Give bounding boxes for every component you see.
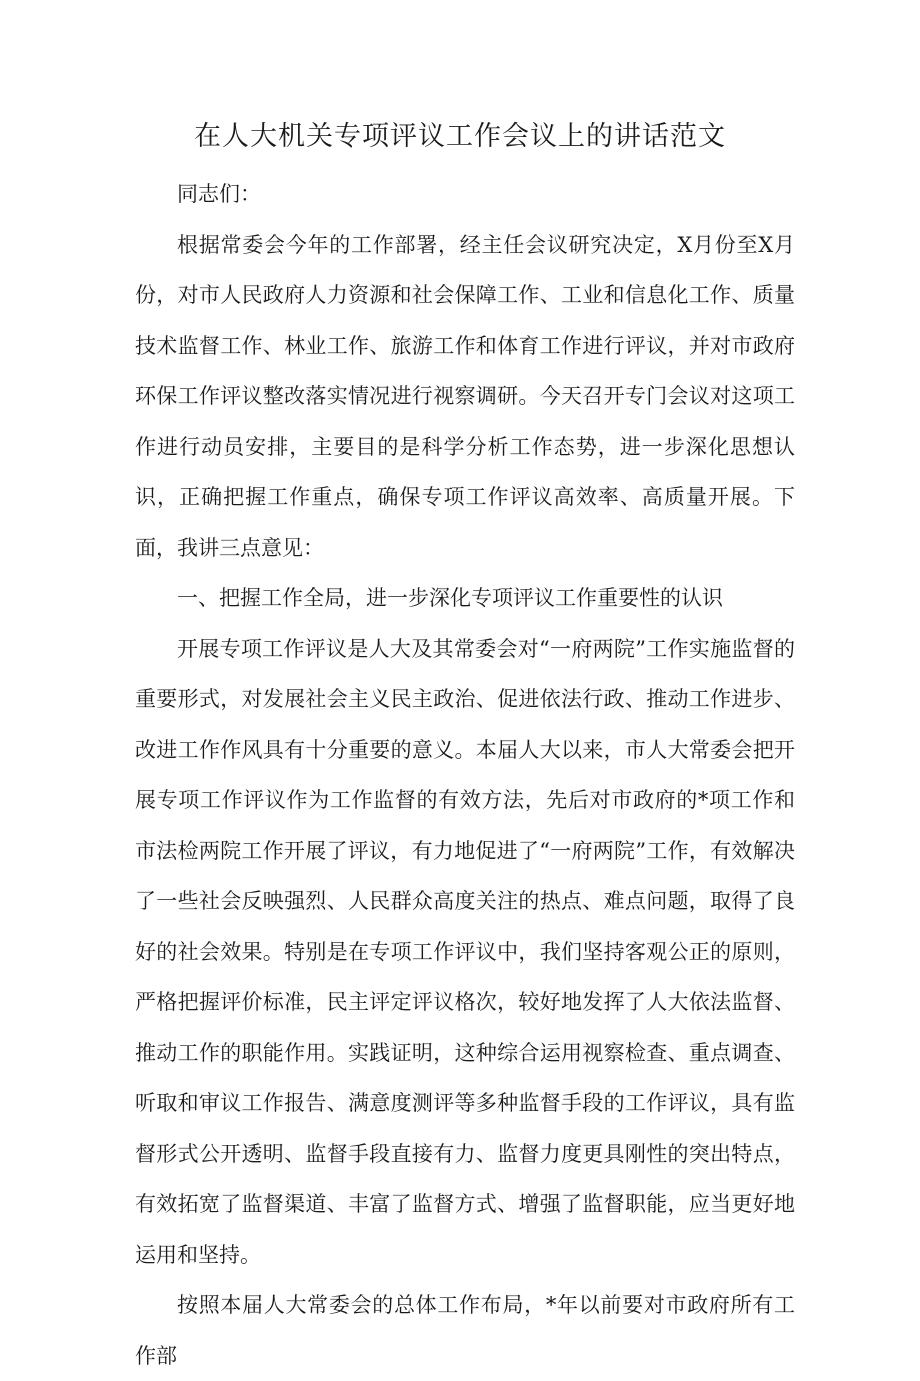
salutation: 同志们： bbox=[177, 182, 261, 206]
intro-paragraph: 根据常委会今年的工作部署，经主任会议研究决定，X月份至X月份，对市人民政府人力资源和社会保障工作、工业和信息化工作、质量技术监督工作、林业工作、旅游工作和体育工作进行评议，并对市政府环保工作评议整改落实情况进行视察调研。今天召开专门会议对这项工作进行动员安排，主要目的是科学分析工作态势，进一步深化思想认识，正确把握工作重点，确保专项工作评议高效率、高质量开展。下面，我讲三点意见： bbox=[135, 232, 795, 560]
section-paragraph: 按照本届人大常委会的总体工作布局，*年以前要对市政府所有工作部 bbox=[135, 1293, 795, 1368]
section-heading: 一、把握工作全局，进一步深化专项评议工作重要性的认识 bbox=[177, 586, 723, 610]
document-body bbox=[135, 169, 795, 1381]
document-title: 在人大机关专项评议工作会议上的讲话范文 bbox=[194, 121, 726, 152]
section-paragraph: 开展专项工作评议是人大及其常委会对“一府两院”工作实施监督的重要形式，对发展社会主义民主政治、促进依法行政、推动工作进步、改进工作作风具有十分重要的意义。本届人大以来，市人大常委会把开展专项工作评议作为工作监督的有效方法，先后对市政府的*项工作和市法检两院工作开展了评议，有力地促进了“一府两院”工作，有效解决了一些社会反映强烈、人民群众高度关注的热点、难点问题，取得了良好的社会效果。特别是在专项工作评议中，我们坚持客观公正的原则，严格把握评价标准，民主评定评议格次，较好地发挥了人大依法监督、推动工作的职能作用。实践证明，这种综合运用视察检查、重点调查、听取和审议工作报告、满意度测评等多种监督手段的工作评议，具有监督形式公开透明、监督手段直接有力、监督力度更具刚性的突出特点，有效拓宽了监督渠道、丰富了监督方式、增强了监督职能，应当更好地运用和坚持。 bbox=[135, 636, 795, 1267]
